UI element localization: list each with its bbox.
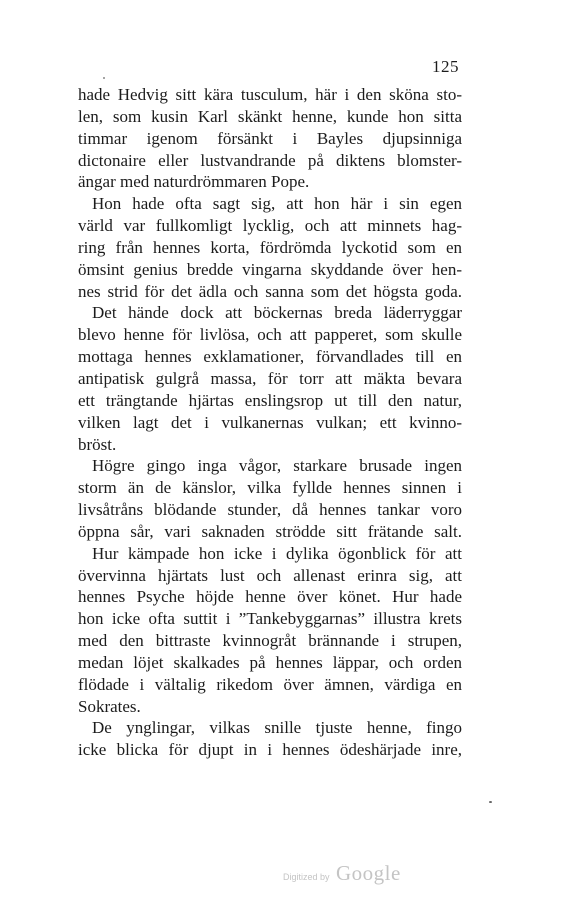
text-line: ring från hennes korta, fördrömda lyckotid som en (78, 237, 462, 257)
text-line: icke blicka för djupt in i hennes ödeshärjade inre, (78, 740, 462, 760)
text-line: storm än de känslor, vilka fyllde hennes sinnen i (78, 478, 462, 498)
text-line: Sokrates. (78, 696, 141, 716)
text-line: öppna sår, vari saknaden strödde sitt frätande salt. (78, 521, 462, 541)
text-line: mottaga hennes exklamationer, förvandlades till en (78, 347, 462, 367)
text-line: nes strid för det ädla och sanna som det högsta goda. (78, 281, 462, 301)
text-line: Högre gingo inga vågor, starkare brusade ingen (92, 456, 462, 476)
text-line: Hon hade ofta sagt sig, att hon här i sin egen (92, 194, 462, 214)
watermark-brand: Google (335, 861, 401, 885)
text-line: övervinna hjärtats lust och allenast erinra sig, att (78, 565, 462, 585)
text-line: Det hände dock att böckernas breda läderryggar (92, 303, 462, 323)
text-line: hon icke ofta suttit i ”Tankebyggarnas” illustra krets (78, 609, 462, 629)
text-line: medan löjet skalkades på hennes läppar, och orden (78, 652, 462, 672)
text-line: Hur kämpade hon icke i dylika ögonblick för att (92, 543, 462, 563)
text-line: ömsint genius bredde vingarna skyddande över hen- (78, 259, 462, 279)
text-line: len, som kusin Karl skänkt henne, kunde hon sitta (78, 106, 462, 126)
text-line: ängar med naturdrömmaren Pope. (78, 172, 310, 192)
text-line: vilken lagt det i vulkanernas vulkan; ett kvinno- (78, 412, 462, 432)
text-line: hennes Psyche höjde henne över könet. Hur hade (78, 587, 462, 607)
text-line: bröst. (78, 434, 117, 454)
paper-speck (103, 77, 105, 79)
paper-speck (489, 801, 492, 803)
text-line: livsåtråns blödande stunder, då hennes tankar voro (78, 500, 462, 520)
text-line: med den bittraste kvinnogråt brännande i strupen, (78, 631, 462, 651)
text-line: blevo henne för livlösa, och att papperet, som skulle (78, 325, 462, 345)
text-line: De ynglingar, vilkas snille tjuste henne, fingo (92, 718, 462, 738)
text-line: timmar igenom försänkt i Bayles djupsinniga (78, 128, 462, 148)
text-line: flödade i vältalig rikedom över ämnen, värdiga en (78, 674, 462, 694)
watermark-prefix: Digitized by (283, 872, 330, 882)
digitization-watermark (283, 861, 401, 886)
text-line: antipatisk gulgrå massa, för torr att mäkta bevara (78, 368, 462, 388)
body-text (78, 84, 462, 761)
text-line: dictonaire eller lustvandrande på diktens blomster- (78, 150, 462, 170)
text-line: ett trängtande hjärtas enslingsrop ut till den natur, (78, 390, 462, 410)
text-line: hade Hedvig sitt kära tusculum, här i den sköna sto- (78, 85, 462, 104)
page-number: 125 (432, 57, 459, 76)
text-line: värld var fullkomligt lycklig, och att minnets hag- (78, 216, 462, 236)
